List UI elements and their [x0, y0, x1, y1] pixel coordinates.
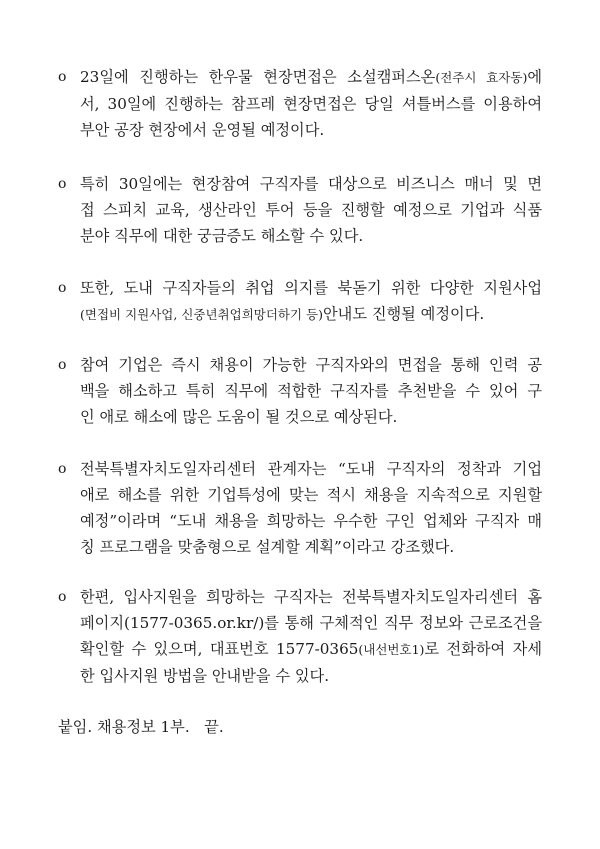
attachment-note: 붙임. 채용정보 1부. 끝. [58, 718, 224, 736]
paragraph-line: 23일에 진행하는 한우물 현장면접은 소설캠퍼스온(전주시 효자동)에 [80, 68, 542, 86]
paragraph-3 [58, 275, 542, 328]
paragraph-4 [58, 352, 542, 430]
bullet-marker: o [58, 461, 67, 477]
bullet-marker: o [58, 280, 67, 296]
paragraph-line: 서, 30일에 진행하는 참프레 현장면접은 당일 셔틀버스를 이용하여 [80, 95, 542, 113]
paragraph-line: 확인할 수 있으며, 대표번호 1577-0365(내선번호1)로 전화하여 자세 [80, 640, 542, 658]
paragraph-line: 한 입사지원 방법을 안내받을 수 있다. [80, 667, 330, 685]
paragraph-line: 칭 프로그램을 맞춤형으로 설계할 계획”이라고 강조했다. [80, 538, 455, 556]
paragraph-line: 참여 기업은 즉시 채용이 가능한 구직자와의 면접을 통해 인력 공 [80, 356, 542, 374]
paragraph-line: 전북특별자치도일자리센터 관계자는 “도내 구직자의 정착과 기업 [80, 460, 542, 478]
paragraph-line: 애로 해소를 위한 기업특성에 맞는 적시 채용을 지속적으로 지원할 [80, 486, 542, 504]
paragraph-5 [58, 456, 542, 560]
paragraph-line: 분야 직무에 대한 궁금증도 해소할 수 있다. [80, 227, 364, 245]
paragraph-line: 부안 공장 현장에서 운영될 예정이다. [80, 121, 325, 139]
paragraph-line: 예정”이라며 “도내 채용을 희망하는 우수한 구인 업체와 구직자 매 [80, 512, 542, 530]
paragraph-line: 페이지(1577-0365.or.kr/)를 통해 구체적인 직무 정보와 근로조건을 [80, 614, 542, 632]
paragraph-2 [58, 171, 542, 249]
paragraph-line: (면접비 지원사업, 신중년취업희망더하기 등)안내도 진행될 예정이다. [80, 305, 485, 323]
bullet-marker: o [58, 357, 67, 373]
paragraph-line: 인 애로 해소에 많은 도움이 될 것으로 예상된다. [80, 408, 398, 426]
bullet-marker: o [58, 69, 67, 85]
bullet-marker: o [58, 176, 67, 192]
paragraph-line: 또한, 도내 구직자들의 취업 의지를 북돋기 위한 다양한 지원사업 [80, 279, 542, 297]
paragraph-6 [58, 584, 542, 689]
paragraph-line: 한편, 입사지원을 희망하는 구직자는 전북특별자치도일자리센터 홈 [80, 588, 542, 606]
paragraph-line: 백을 해소하고 특히 직무에 적합한 구직자를 추천받을 수 있어 구 [80, 382, 542, 400]
paragraph-1 [58, 64, 542, 143]
paragraph-line: 특히 30일에는 현장참여 구직자를 대상으로 비즈니스 매너 및 면 [80, 175, 542, 193]
paragraph-line: 접 스피치 교육, 생산라인 투어 등을 진행할 예정으로 기업과 식품 [80, 201, 542, 219]
bullet-marker: o [58, 589, 67, 605]
